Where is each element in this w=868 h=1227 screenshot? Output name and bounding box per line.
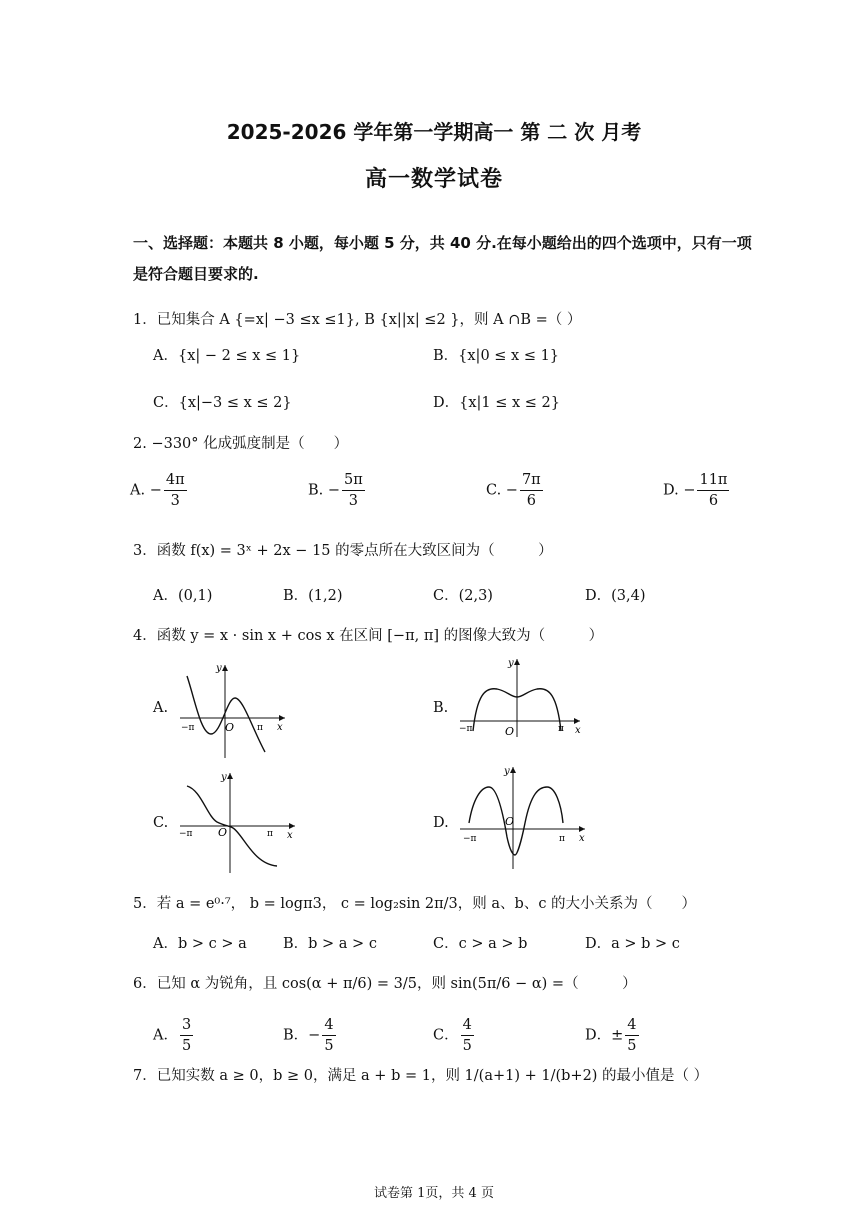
question-6-stem: 6．已知 α 为锐角，且 cos(α + π/6) = 3/5，则 sin(5π/6 − α) =（ ） (133, 976, 637, 992)
q6-b-den: 5 (324, 1038, 334, 1054)
q2-a-num: 4π (164, 470, 187, 491)
exam-subtitle: 高一数学试卷 (364, 167, 503, 192)
q6-option-a (153, 1015, 195, 1056)
q2-option-d (663, 470, 731, 511)
question-5-stem: 5．若 a = e⁰·⁷， b = logπ3， c = log₂sin 2π/3，则 a、b、c 的大小关系为（ ） (133, 896, 697, 912)
q5-option-d: D．a > b > c (585, 936, 680, 952)
q2-b-fraction (342, 470, 365, 511)
q1-option-c: C．{x|−3 ≤ x ≤ 2} (153, 395, 292, 411)
q4-c-x-label: x (287, 830, 293, 841)
q4-a-origin: O (225, 721, 235, 734)
q3-option-a: A．(0,1) (153, 588, 213, 604)
q2-c-den: 6 (526, 493, 536, 509)
q2-c-fraction (520, 470, 543, 511)
q2-a-sign: − (149, 482, 162, 499)
q4-b-neg-pi: −π (459, 724, 473, 734)
q6-b-num: 4 (322, 1015, 335, 1036)
q4-a-y-label: y (216, 663, 222, 674)
q5-option-b: B．b > a > c (283, 936, 377, 952)
q1-option-b: B．{x|0 ≤ x ≤ 1} (433, 348, 560, 364)
q4-c-y-label: y (221, 772, 227, 783)
q4-c-pi: π (267, 829, 273, 839)
q1-option-d: D．{x|1 ≤ x ≤ 2} (433, 395, 561, 411)
q2-option-c (486, 470, 545, 511)
q4-graph-a (175, 660, 290, 760)
q2-d-den: 6 (708, 493, 719, 509)
q6-d-fraction (625, 1015, 638, 1056)
q3-option-d: D．(3,4) (585, 588, 646, 604)
q6-a-letter: A． (153, 1027, 178, 1044)
q4-d-origin: O (505, 815, 515, 828)
q6-d-letter: D． (585, 1027, 612, 1044)
q4-graph-d (455, 763, 590, 873)
q2-a-letter: A. (130, 482, 146, 499)
q2-a-den: 3 (170, 493, 180, 509)
q6-b-sign: − (308, 1027, 321, 1044)
q6-option-b (283, 1015, 338, 1056)
q2-b-num: 5π (342, 470, 365, 491)
q6-c-letter: C． (433, 1027, 459, 1044)
q4-b-x-label: x (575, 725, 581, 736)
q5-option-c: C．c > a > b (433, 936, 528, 952)
q4-option-b: B. (433, 700, 449, 716)
q6-c-num: 4 (461, 1015, 474, 1036)
q4-graph-c (175, 768, 300, 878)
q4-b-pi: π (558, 724, 564, 734)
q2-c-sign: − (505, 482, 518, 499)
q3-option-b: B．(1,2) (283, 588, 343, 604)
q4-d-neg-pi: −π (463, 834, 477, 844)
q1-option-a: A．{x| − 2 ≤ x ≤ 1} (153, 348, 301, 364)
q6-c-den: 5 (462, 1038, 472, 1054)
question-1-stem: 1．已知集合 A {=x| −3 ≤x ≤1}, B {x||x| ≤2 }，则 A ∩B =（ ） (133, 312, 582, 328)
q5-option-a: A．b > c > a (153, 936, 247, 952)
q4-b-y-label: y (508, 658, 514, 669)
q6-d-sign: ± (611, 1027, 624, 1044)
question-3-stem: 3．函数 f(x) = 3ˣ + 2x − 15 的零点所在大致区间为（ ） (133, 543, 553, 559)
q6-a-num: 3 (180, 1015, 193, 1036)
exam-title: 2025-2026 学年第一学期高一 第 二 次 月考 (226, 120, 642, 144)
section-heading: 一、选择题：本题共 8 小题，每小题 5 分，共 40 分.在每小题给出的四个选项中，只有一项是符合题目要求的. (133, 234, 752, 283)
q2-d-letter: D. (663, 482, 679, 499)
q4-d-x-label: x (579, 833, 585, 844)
q2-b-den: 3 (348, 493, 359, 509)
q6-a-den: 5 (181, 1038, 192, 1054)
q6-b-letter: B． (283, 1027, 309, 1044)
q4-c-origin: O (218, 826, 228, 839)
q2-b-letter: B. (308, 482, 324, 499)
q6-a-fraction (180, 1015, 193, 1056)
q6-d-num: 4 (625, 1015, 638, 1036)
q6-c-fraction (461, 1015, 474, 1056)
q2-d-fraction (697, 470, 729, 511)
q4-d-y-label: y (504, 766, 510, 777)
q2-d-num: 11π (697, 470, 729, 491)
q4-d-pi: π (559, 834, 565, 844)
q4-c-neg-pi: −π (179, 829, 193, 839)
question-7-stem: 7．已知实数 a ≥ 0，b ≥ 0，满足 a + b = 1，则 1/(a+1) + 1/(b+2) 的最小值是（ ） (133, 1068, 709, 1084)
question-2-stem: 2. −330° 化成弧度制是（ ） (133, 436, 349, 452)
q6-option-c (433, 1015, 476, 1056)
q4-option-d: D. (433, 815, 449, 831)
q2-d-sign: − (683, 482, 696, 499)
q4-option-c: C. (153, 815, 169, 831)
q6-d-den: 5 (627, 1038, 637, 1054)
q6-option-d (585, 1015, 641, 1056)
q2-option-b (308, 470, 367, 511)
q2-a-fraction (164, 470, 187, 511)
q3-option-c: C．(2,3) (433, 588, 493, 604)
q4-a-neg-pi: −π (181, 723, 195, 733)
q2-b-sign: − (327, 482, 341, 499)
page-footer: 试卷第 1页，共 4 页 (374, 1186, 494, 1201)
question-4-stem: 4．函数 y = x · sin x + cos x 在区间 [−π, π] 的图像大致为（ ） (133, 628, 604, 644)
q4-b-origin: O (505, 725, 515, 738)
q2-c-letter: C. (486, 482, 502, 499)
q4-a-x-label: x (277, 722, 283, 733)
q2-c-num: 7π (520, 470, 543, 491)
q4-a-pi: π (257, 723, 263, 733)
q2-option-a (130, 470, 189, 511)
q4-option-a: A. (153, 700, 169, 716)
q4-graph-b (455, 655, 585, 740)
q6-b-fraction (322, 1015, 335, 1056)
